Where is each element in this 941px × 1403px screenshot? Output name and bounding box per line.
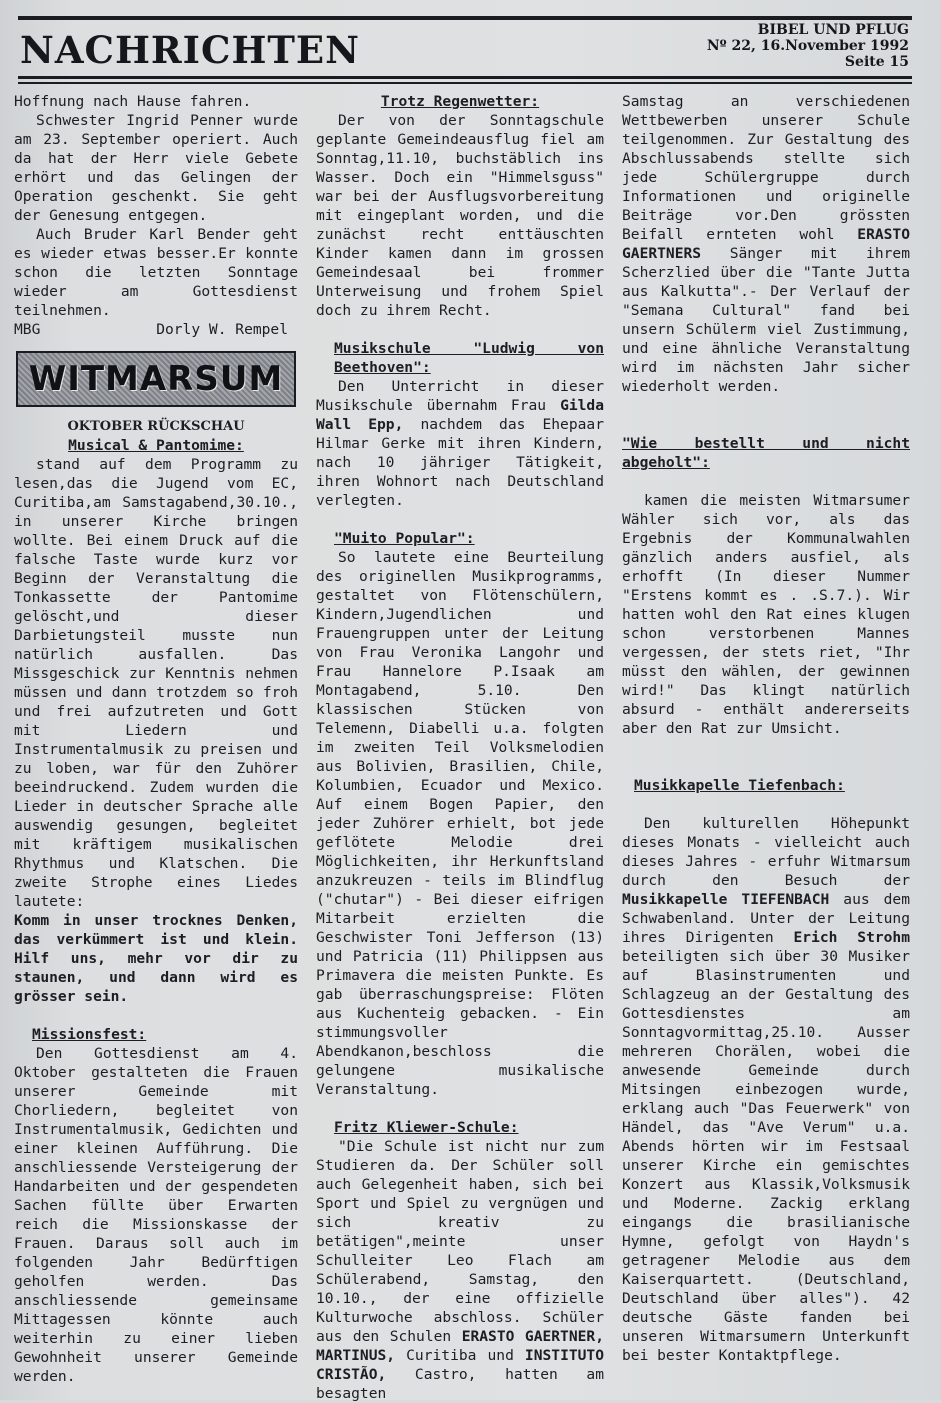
school-names: ERASTO GAERTNER, MARTINUS, — [316, 1328, 604, 1364]
paragraph: Auch Bruder Karl Bender geht es wieder etwas besser.Er konnte schon die letzten Sonntage wieder am Gottesdienst teilnehmen. — [14, 226, 298, 319]
page-number: Seite 15 — [844, 54, 909, 70]
section-heading: Trotz Regenwetter: — [380, 93, 540, 110]
section-heading: "Muito Popular": — [334, 530, 475, 547]
witmarsum-banner — [16, 351, 296, 407]
column-1 — [14, 92, 298, 1386]
section-subtitle: OKTOBER RÜCKSCHAU — [67, 419, 245, 434]
signature-author: Dorly W. Rempel — [156, 321, 288, 338]
masthead-title: NACHRICHTEN — [20, 28, 360, 72]
text-run: Samstag an verschiedenen Wettbewerben unserer Schule teilgenommen. Zur Gestaltung des Abschlussabends stellte sich jede Schülergruppe durch Informationen und originelle Beiträge vor.Den grössten Beifall ernteten wohl — [622, 93, 910, 243]
signature-line — [14, 320, 298, 339]
paragraph: So lautete eine Beurteilung des originellen Musikprogramms, gestaltet von Flötenschülern, Kindern,Jugendlichen und Frauengruppen unter der Leitung von Frau Veronika Langohr und Frau Hannelore P.Isaak am Montagabend, 5.10. Den klassischen Stücken von Telemenn, Diabelli u.a. folgten im zweiten Teil Volksmelodien aus Bolivien, Brasilien, Chile, Kolumbien, Ecuador und Mexico. Auf einem Bogen Papier, den jeder Zuhörer erhielt, bot jede geflötete Melodie drei Möglichkeiten, ihr Herkunftsland anzukreuzen - teils im Blindflug ("chutar") - Bei dieser eifrigen Mitarbeit erzielten die Geschwister Toni Jefferson (13) und Patricia (11) Philippsen aus Primavera die meisten Punkte. Es gab überraschungspreise: Flöten aus Kuchenteig gebacken. - Ein stimmungsvoller Abendkanon,beschloss die gelungene musikalische Veranstaltung. — [316, 549, 604, 1098]
paragraph — [622, 92, 910, 396]
section-heading: Musikschule "Ludwig von Beethoven": — [334, 340, 604, 376]
section-heading: Musikkapelle Tiefenbach: — [634, 777, 845, 794]
top-rule — [18, 16, 912, 20]
text-run: Castro, hatten am besagten — [316, 1366, 604, 1402]
paragraph: kamen die meisten Witmarsumer Wähler sich vor, als das Ergebnis der Kommunalwahlen gänzlich anders ausfiel, als erhofft (In dieser Nummer "Erstens kommt es . .S.7.). Wir hatten wohl den Rat eines klugen schon verstorbenen Mannes vergessen, der stets riet, "Ihr müsst den wählen, der gewinnen wird!" Das klingt natürlich absurd - enthält andererseits aber den Rat zur Umsicht. — [622, 492, 910, 737]
section-heading: Musical & Pantomime: — [68, 437, 244, 454]
text-run: Den Unterricht in dieser Musikschule übernahm Frau — [316, 378, 604, 414]
text-run: aus dem Schwabenland. Unter der Leitung ihres Dirigenten — [622, 891, 910, 946]
issue-date: Nº 22, 16.November 1992 — [706, 38, 909, 54]
school-name: INSTITUTO CRISTÃO, — [316, 1347, 604, 1383]
banner-title: WITMARSUM — [28, 358, 284, 399]
column-2 — [316, 92, 604, 1403]
text-run: "Die Schule ist nicht nur zum Studieren da. Der Schüler soll auch Gelegenheit haben, sich bei Sport und Spiel zu vergnügen und sich kreativ zu betätigen",meinte unser Schulleiter Leo Flach am Schülerabend, Samstag, den 10.10., der eine offizielle Kulturwoche abschloss. Schüler aus den Schulen — [316, 1138, 604, 1345]
paragraph — [316, 377, 604, 510]
column-3 — [622, 92, 910, 1365]
section-heading: "Wie bestellt und nicht abgeholt": — [622, 435, 910, 471]
text-run: nachdem das Ehepaar Hilmar Gerke mit ihren Kindern, nach 10 jähriger Tätigkeit, ihren Wohnort nach Deutschland verlegten. — [316, 416, 604, 509]
song-lyrics: Komm in unser trocknes Denken, das verkümmert ist und klein. Hilf uns, mehr vor dir zu staunen, und dann wird es grösser sein. — [14, 912, 298, 1005]
signature-initials: MBG — [14, 321, 41, 338]
band-name: Musikkapelle TIEFENBACH — [622, 891, 830, 908]
section-heading: Fritz Kliewer-Schule: — [334, 1119, 519, 1136]
text-run: Curitiba und — [395, 1347, 525, 1364]
section-heading: Missionsfest: — [32, 1026, 147, 1043]
school-name: ERASTO GAERTNERS — [622, 226, 910, 262]
paragraph: Hoffnung nach Hause fahren. — [14, 93, 252, 110]
publication-name: BIBEL UND PFLUG — [757, 22, 909, 38]
masthead-meta — [707, 22, 909, 70]
paragraph — [316, 1137, 604, 1403]
paragraph — [622, 814, 910, 1365]
paragraph: Den Gottesdienst am 4. Oktober gestalteten die Frauen unserer Gemeinde mit Chorliedern, begleitet von Instrumentalmusik, Gedichten und einer kleinen Aufführung. Die anschliessende Versteigerung der Handarbeiten und der gespendeten Sachen füllte über Erwarten reich die Missionskasse der Frauen. Daraus soll auch im folgenden Jahr Bedürftigen geholfen werden. Das anschliessende gemeinsame Mittagessen könnte auch weiterhin zu einer lieben Gewohnheit unserer Gemeinde werden. — [14, 1045, 298, 1385]
conductor-name: Erich Strohm — [793, 929, 910, 946]
masthead-rule-2 — [18, 82, 912, 84]
masthead-rule-1 — [18, 76, 912, 79]
paragraph: Der von der Sonntagschule geplante Gemeindeausflug fiel am Sonntag,11.10, buchstäblich ins Wasser. Doch ein "Himmelsguss" war bei der Ausflugsvorbereitung mit eingeplant worden, und die zunächst recht enttäuschten Kinder kamen dann im grossen Gemeindesaal bei frommer Unterweisung und frohem Spiel doch zu ihrem Recht. — [316, 112, 604, 319]
paragraph: Schwester Ingrid Penner wurde am 23. September operiert. Auch da hat der Herr viele Gebete erhört und das Gelingen der Operation geschenkt. Sie geht der Genesung entgegen. — [14, 112, 298, 224]
text-run: beteiligten sich über 30 Musiker auf Blasinstrumenten und Schlagzeug an der Gestaltung des Gottesdienstes am Sonntagvormittag,25.10. Ausser mehreren Chorälen, wobei die anwesende Gemeinde durch Mitsingen einbezogen wurde, erklang auch "Das Feuerwerk" von Händel, das "Ave Verum" u.a. Abends hörten wir im Festsaal unserer Kirche ein gemischtes Konzert aus Klassik,Volksmusik und Moderne. Zackig erklang eingangs die brasilianische Hymne, gefolgt von Haydn's getragener Melodie aus dem Kaiserquartett. (Deutschland, Deutschland über alles"). 42 deutsche Gäste fanden bei unseren Witmarsumern Unterkunft bei bester Kontaktpflege. — [622, 948, 910, 1364]
paragraph: stand auf dem Programm zu lesen,das die Jugend vom EC, Curitiba,am Samstagabend,30.10., in unserer Kirche bringen wollte. Bei einem Druck auf die falsche Taste wurde kurz vor Beginn der Veranstaltung die Tonkassette der Pantomime gelöscht,und dieser Darbietungsteil musste nun natürlich ausfallen. Das Missgeschick zur Kenntnis nehmen müssen und dann trotzdem so froh und frei aufzutreten und Gott mit Liedern und Instrumentalmusik zu preisen und zu loben, war für den Zuhörer beeindruckend. Zudem wurden die Lieder in deutscher Sprache alle auswendig gesungen, begleitet mit kräftigem musikalischen Rhythmus und Klatschen. Die zweite Strophe eines Liedes lautete: — [14, 456, 298, 910]
text-run: Sänger mit ihrem Scherzlied über die "Tante Jutta aus Kalkutta".- Der Verlauf der "Semana Cultural" fand bei unsern Schülerm viel Zustimmung, und eine ähnliche Veranstaltung wird im nächsten Jahr sicher wiederholt werden. — [622, 245, 910, 395]
text-run: Den kulturellen Höhepunkt dieses Monats - vielleicht auch dieses Jahres - erfuhr Witmarsum durch den Besuch der — [622, 815, 910, 889]
teacher-name: Gilda Wall Epp, — [316, 397, 604, 433]
